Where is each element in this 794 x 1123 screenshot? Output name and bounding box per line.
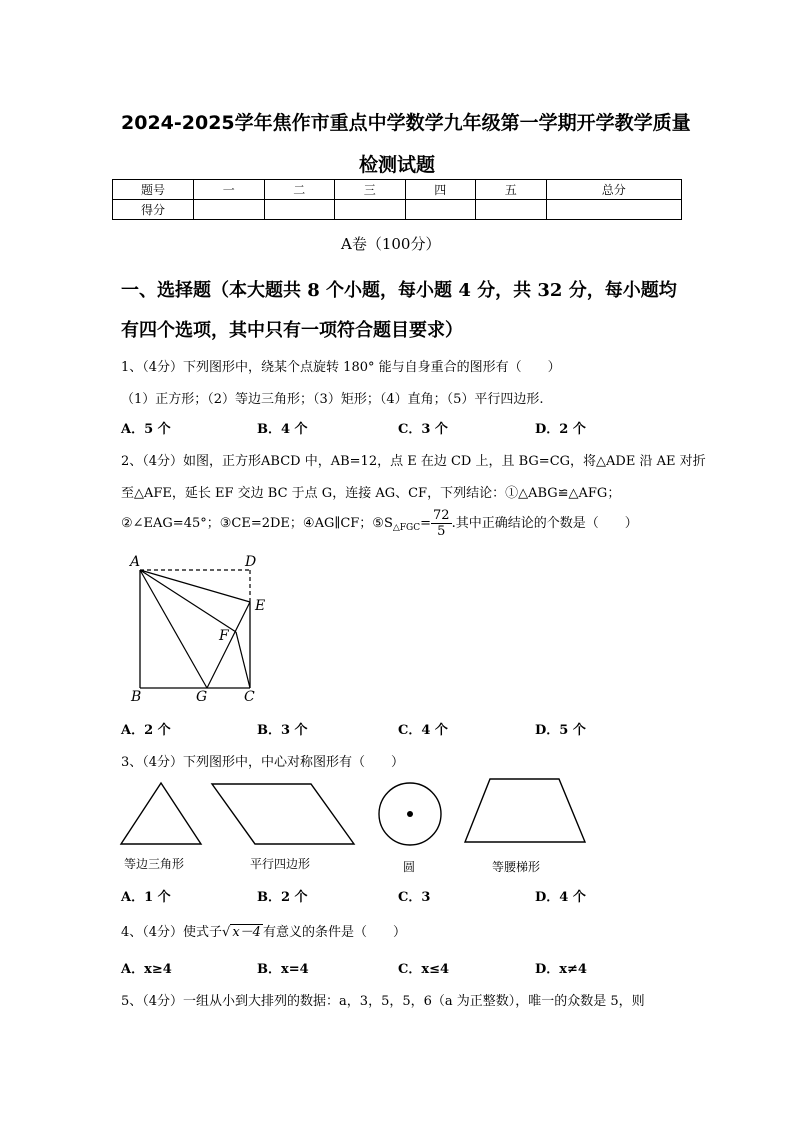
label-c: C — [244, 689, 255, 704]
radical-sign: √ — [222, 925, 231, 940]
q4-stem-end: 有意义的条件是（ ） — [262, 925, 406, 940]
score-input-cell[interactable] — [335, 200, 406, 220]
q5-stem: 5、（4分）一组从小到大排列的数据：a，3，5，5，6（a 为正整数），唯一的众数是 5，则 — [121, 994, 645, 1009]
q4-option-a[interactable]: A．x≥4 — [121, 962, 172, 977]
score-input-cell[interactable] — [476, 200, 547, 220]
q4-radicand: x－4 — [232, 925, 261, 940]
q2-fraction — [431, 508, 452, 539]
q2-option-c[interactable]: C．4 个 — [398, 723, 448, 738]
segment-ae — [140, 570, 250, 602]
q2-square-figure — [125, 552, 285, 704]
segment-cf — [236, 632, 250, 688]
q3-option-b[interactable]: B．2 个 — [257, 890, 308, 905]
score-table-header-row — [113, 180, 682, 200]
q1-option-d[interactable]: D．2 个 — [535, 422, 586, 437]
label-f: F — [219, 628, 229, 644]
score-table-score-row — [113, 200, 682, 220]
q1-option-a[interactable]: A．5 个 — [121, 422, 171, 437]
q1-option-b[interactable]: B．4 个 — [257, 422, 308, 437]
section-heading-line1: 一、选择题（本大题共 8 个小题，每小题 4 分，共 32 分，每小题均 — [121, 280, 677, 301]
shape-label-triangle: 等边三角形 — [124, 857, 185, 871]
score-input-cell[interactable] — [405, 200, 476, 220]
q2-fraction-denominator: 5 — [437, 524, 446, 539]
shape-label-parallelogram: 平行四边形 — [250, 857, 311, 871]
shape-label-circle: 圆 — [403, 860, 416, 874]
score-table-cell: 总分 — [546, 180, 682, 200]
q3-option-d[interactable]: D．4 个 — [535, 890, 586, 905]
q2-line3-text: ②∠EAG=45°；③CE=2DE；④AG∥CF；⑤S — [121, 516, 393, 531]
q4-option-d[interactable]: D．x≠4 — [535, 962, 587, 977]
equilateral-triangle-shape — [118, 780, 204, 848]
q4-stem-start: 4、（4分）使式子 — [121, 925, 223, 940]
score-table — [112, 179, 682, 220]
q2-equals: = — [420, 516, 432, 531]
score-table-cell: 二 — [264, 180, 335, 200]
q3-option-c[interactable]: C．3 — [398, 890, 431, 905]
shape-label-trapezoid: 等腰梯形 — [492, 860, 541, 874]
q2-line3 — [121, 506, 638, 546]
q4-option-b[interactable]: B．x=4 — [257, 962, 309, 977]
q3-stem: 3、（4分）下列图形中，中心对称图形有（ ） — [121, 755, 405, 770]
label-d: D — [245, 554, 257, 570]
label-a: A — [130, 554, 141, 570]
q2-area-subscript: △FGC — [392, 523, 421, 533]
segment-eg — [207, 602, 250, 688]
q4-option-c[interactable]: C．x≤4 — [398, 962, 450, 977]
segment-af — [140, 570, 236, 632]
q2-line3-tail: .其中正确结论的个数是（ ） — [451, 516, 638, 531]
q4-stem — [121, 921, 406, 940]
q2-option-d[interactable]: D．5 个 — [535, 723, 586, 738]
segment-ag — [140, 570, 207, 688]
score-input-cell[interactable] — [264, 200, 335, 220]
q2-fraction-numerator: 72 — [433, 508, 450, 523]
page-title-line1: 2024-2025学年焦作市重点中学数学九年级第一学期开学教学质量 — [121, 112, 691, 134]
q2-option-a[interactable]: A．2 个 — [121, 723, 171, 738]
circle-shape — [376, 780, 444, 848]
score-table-cell: 题号 — [113, 180, 194, 200]
score-table-cell: 得分 — [113, 200, 194, 220]
score-table-cell: 一 — [194, 180, 265, 200]
score-table-cell: 五 — [476, 180, 547, 200]
q1-items: （1）正方形；（2）等边三角形；（3）矩形；（4）直角；（5）平行四边形. — [121, 392, 544, 407]
section-heading-line2: 有四个选项，其中只有一项符合题目要求） — [121, 320, 463, 341]
q3-option-a[interactable]: A．1 个 — [121, 890, 171, 905]
score-input-cell[interactable] — [546, 200, 682, 220]
score-table-cell: 三 — [335, 180, 406, 200]
label-g: G — [196, 689, 208, 704]
label-b: B — [131, 689, 142, 704]
label-e: E — [255, 598, 266, 614]
q1-stem: 1、（4分）下列图形中，绕某个点旋转 180° 能与自身重合的图形有（ ） — [121, 360, 561, 375]
paper-label: A卷（100分） — [341, 235, 441, 253]
q1-option-c[interactable]: C．3 个 — [398, 422, 448, 437]
q2-line2: 至△AFE，延长 EF 交边 BC 于点 G，连接 AG、CF，下列结论：①△ABG≌△AFG； — [121, 486, 621, 501]
page-title-line2: 检测试题 — [359, 154, 436, 176]
parallelogram-shape — [208, 780, 358, 848]
q2-option-b[interactable]: B．3 个 — [257, 723, 308, 738]
score-table-cell: 四 — [405, 180, 476, 200]
isosceles-trapezoid-shape — [462, 776, 588, 846]
score-input-cell[interactable] — [194, 200, 265, 220]
q2-line1: 2、（4分）如图，正方形ABCD 中，AB=12，点 E 在边 CD 上，且 BG=CG，将△ADE 沿 AE 对折 — [121, 454, 706, 469]
